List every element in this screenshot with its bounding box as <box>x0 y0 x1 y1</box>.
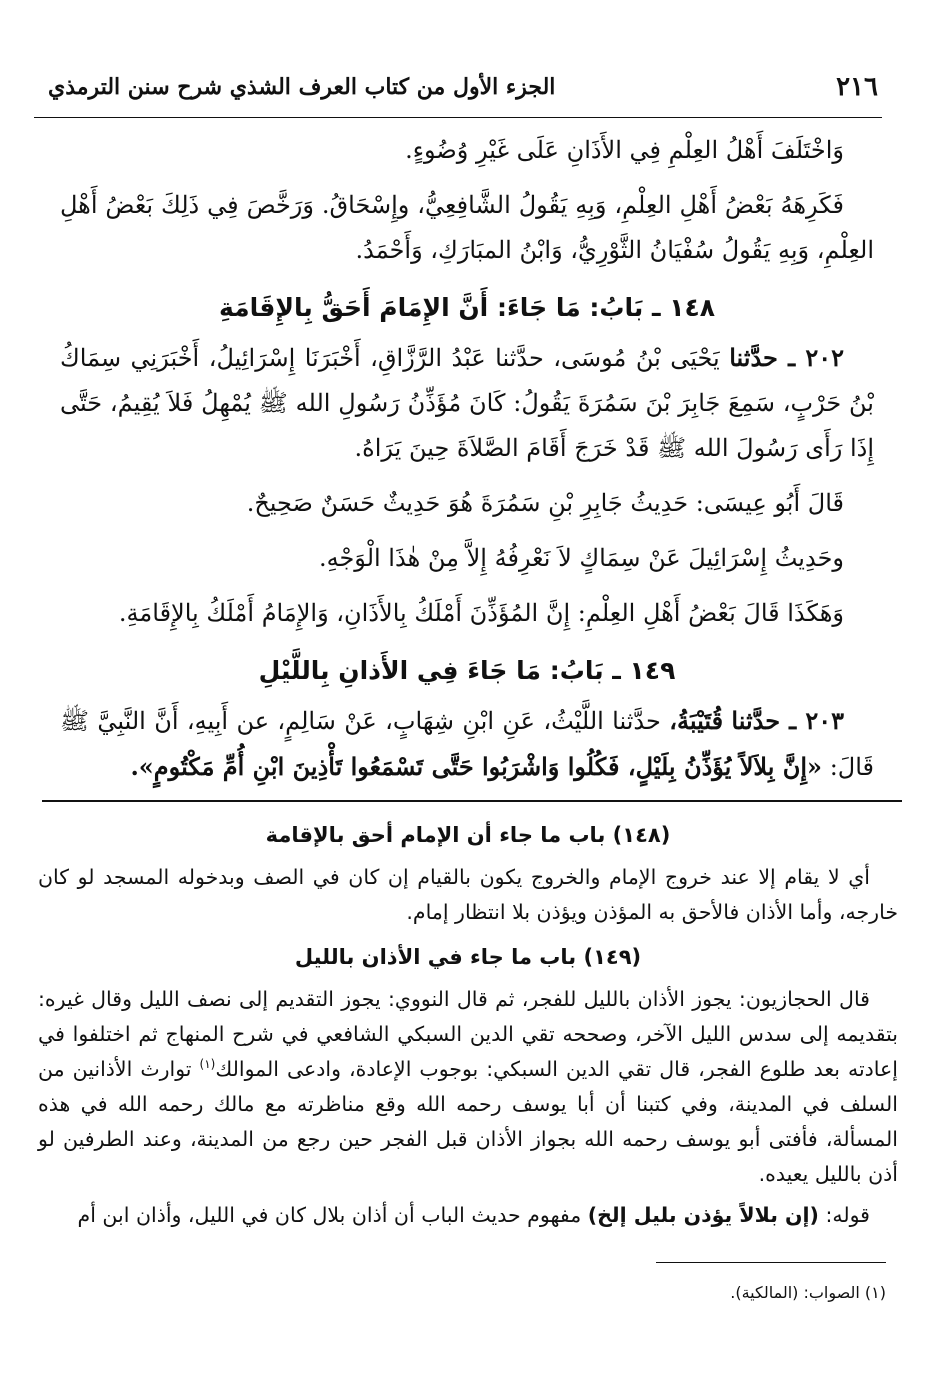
main-text <box>60 128 874 790</box>
paragraph-scholars-opinions: فَكَرِهَهُ بَعْضُ أَهْلِ العِلْمِ، وَبِهِ يَقُولُ الشَّافِعِيُّ، وإِسْحَاقُ. وَرَخَّصَ فِي ذَلِكَ بَعْضُ أَهْلِ العِلْمِ، وَبِهِ يَقُولُ سُفْيَانُ الثَّوْرِيُّ، وَابْنُ المبَارَكِ، وَأَحْمَدُ. <box>60 191 874 264</box>
qawluhu-lead: قوله: <box>825 1203 870 1227</box>
commentary-heading-148: (١٤٨) باب ما جاء أن الإمام أحق بالإقامة <box>265 823 671 847</box>
qawluhu-quote: (إن بلالاً يؤذن بليل إلخ) <box>587 1203 819 1227</box>
hadith-203-quote: «إِنَّ بِلاَلاً يُؤَذِّنُ بِلَيْلٍ، فَكُلُوا وَاشْرَبُوا حَتَّى تَسْمَعُوا تَأْذِينَ ابْنِ أُمِّ مَكْتُومٍ». <box>130 752 823 781</box>
qawluhu-text: مفهوم حديث الباب أن أذان بلال كان في الليل، وأذان ابن أم <box>77 1203 582 1227</box>
commentary-paragraph-149-text: قال الحجازيون: يجوز الأذان بالليل للفجر، ثم قال النووي: يجوز التقديم إلى نصف الليل وقال غيره: بتقديمه إلى سدس الليل الآخر، وصححه تقي الدين السبكي الشافعي في شرح المنهاج ثم اختلفوا في إعادته بعد طلوع الفجر، قال تقي الدين السبكي: بوجوب الإعادة، وادعى الموالك <box>38 987 898 1081</box>
header-rule <box>34 117 882 118</box>
commentary-paragraph-qawluhu <box>38 1198 898 1233</box>
commentary <box>38 808 898 1233</box>
commentary-heading-149: (١٤٩) باب ما جاء في الأذان بالليل <box>294 945 642 969</box>
hadith-203-narrator: قُتَيْبَةُ، <box>669 706 724 735</box>
hadith-202-number: ٢٠٢ ـ حدَّثنا <box>729 343 844 372</box>
footnote-marker: (١) <box>199 1057 216 1072</box>
chapter-heading-149: ١٤٩ ـ بَابُ: مَا جَاءَ فِي الأَذانِ بِاللَّيْلِ <box>258 656 676 685</box>
hadith-202-text: يَحْيَى بْنُ مُوسَى، حدَّثنا عَبْدُ الرَّزَّاقِ، أَخْبَرَنَا إِسْرَائِيلُ، أَخْبَرَنِي سِمَاكُ بْنُ حَرْبٍ، سَمِعَ جَابِرَ بْنَ سَمُرَةَ يَقُولُ: كَانَ مُؤَذِّنُ رَسُولِ الله ﷺ يُمْهِلُ فَلاَ يُقِيمُ، حَتَّى إِذَا رَأَى رَسُولَ الله ﷺ قَدْ خَرَجَ أَقَامَ الصَّلاَةَ حِينَ يَرَاهُ. <box>60 344 874 462</box>
running-title: الجزء الأول من كتاب العرف الشذي شرح سنن الترمذي <box>48 74 556 100</box>
text-commentary-divider <box>42 800 902 802</box>
paragraph-muadhin: وَهَكَذَا قَالَ بَعْضُ أَهْلِ العِلْمِ: إِنَّ المُؤَذِّنَ أَمْلَكُ بِالأَذَانِ، وَالإِمَامُ أَمْلَكُ بِالإِقَامَةِ. <box>118 599 844 627</box>
chapter-heading-148: ١٤٨ ـ بَابُ: مَا جَاءَ: أَنَّ الإِمَامَ أَحَقُّ بِالإِقَامَةِ <box>218 293 716 322</box>
paragraph-ablution: وَاخْتَلَفَ أَهْلُ العِلْمِ فِي الأَذَانِ عَلَى غَيْرِ وُضُوءٍ. <box>405 136 844 164</box>
commentary-paragraph-149-continued: توارث الأذانين من السلف في المدينة، وفي كتبنا أن أبا يوسف رحمه الله وقع مناظرته مع مالك رحمه الله في هذه المسألة، فأفتى أبو يوسف رحمه الله بجواز الأذان قبل الفجر حين رجع من المدينة، وعند الطرفين لو أذن بالليل يعيده. <box>38 1057 898 1186</box>
hadith-202 <box>60 335 874 471</box>
hadith-203 <box>60 698 874 790</box>
footnote: (١) الصواب: (المالكية). <box>730 1283 886 1302</box>
page-header <box>34 70 882 110</box>
paragraph-abu-isa: قَالَ أَبُو عِيسَى: حَدِيثُ جَابِرِ بْنِ سَمُرَةَ هُوَ حَدِيثٌ حَسَنٌ صَحِيحٌ. <box>246 489 844 517</box>
hadith-203-number: ٢٠٣ ـ حدَّثنا <box>731 706 844 735</box>
paragraph-israil: وحَدِيثُ إِسْرَائِيلَ عَنْ سِمَاكٍ لاَ نَعْرِفُهُ إِلاَّ مِنْ هٰذَا الْوَجْهِ. <box>318 544 844 572</box>
hadith-203-text: حدَّثنا اللَّيْثُ، عَنِ ابْنِ شِهَابٍ، عَنْ سَالِمٍ، عن أَبِيهِ، أَنَّ النَّبِيَّ ﷺ قَالَ: <box>60 707 874 781</box>
commentary-paragraph-149 <box>38 982 898 1192</box>
page-number: ٢١٦ <box>836 72 878 102</box>
footnote-rule <box>656 1262 886 1263</box>
commentary-paragraph-148: أي لا يقام إلا عند خروج الإمام والخروج يكون بالقيام إن كان في الصف وبدخوله المسجد لو كان خارجه، وأما الأذان فالأحق به المؤذن ويؤذن بلا انتظار إمام. <box>38 865 898 924</box>
